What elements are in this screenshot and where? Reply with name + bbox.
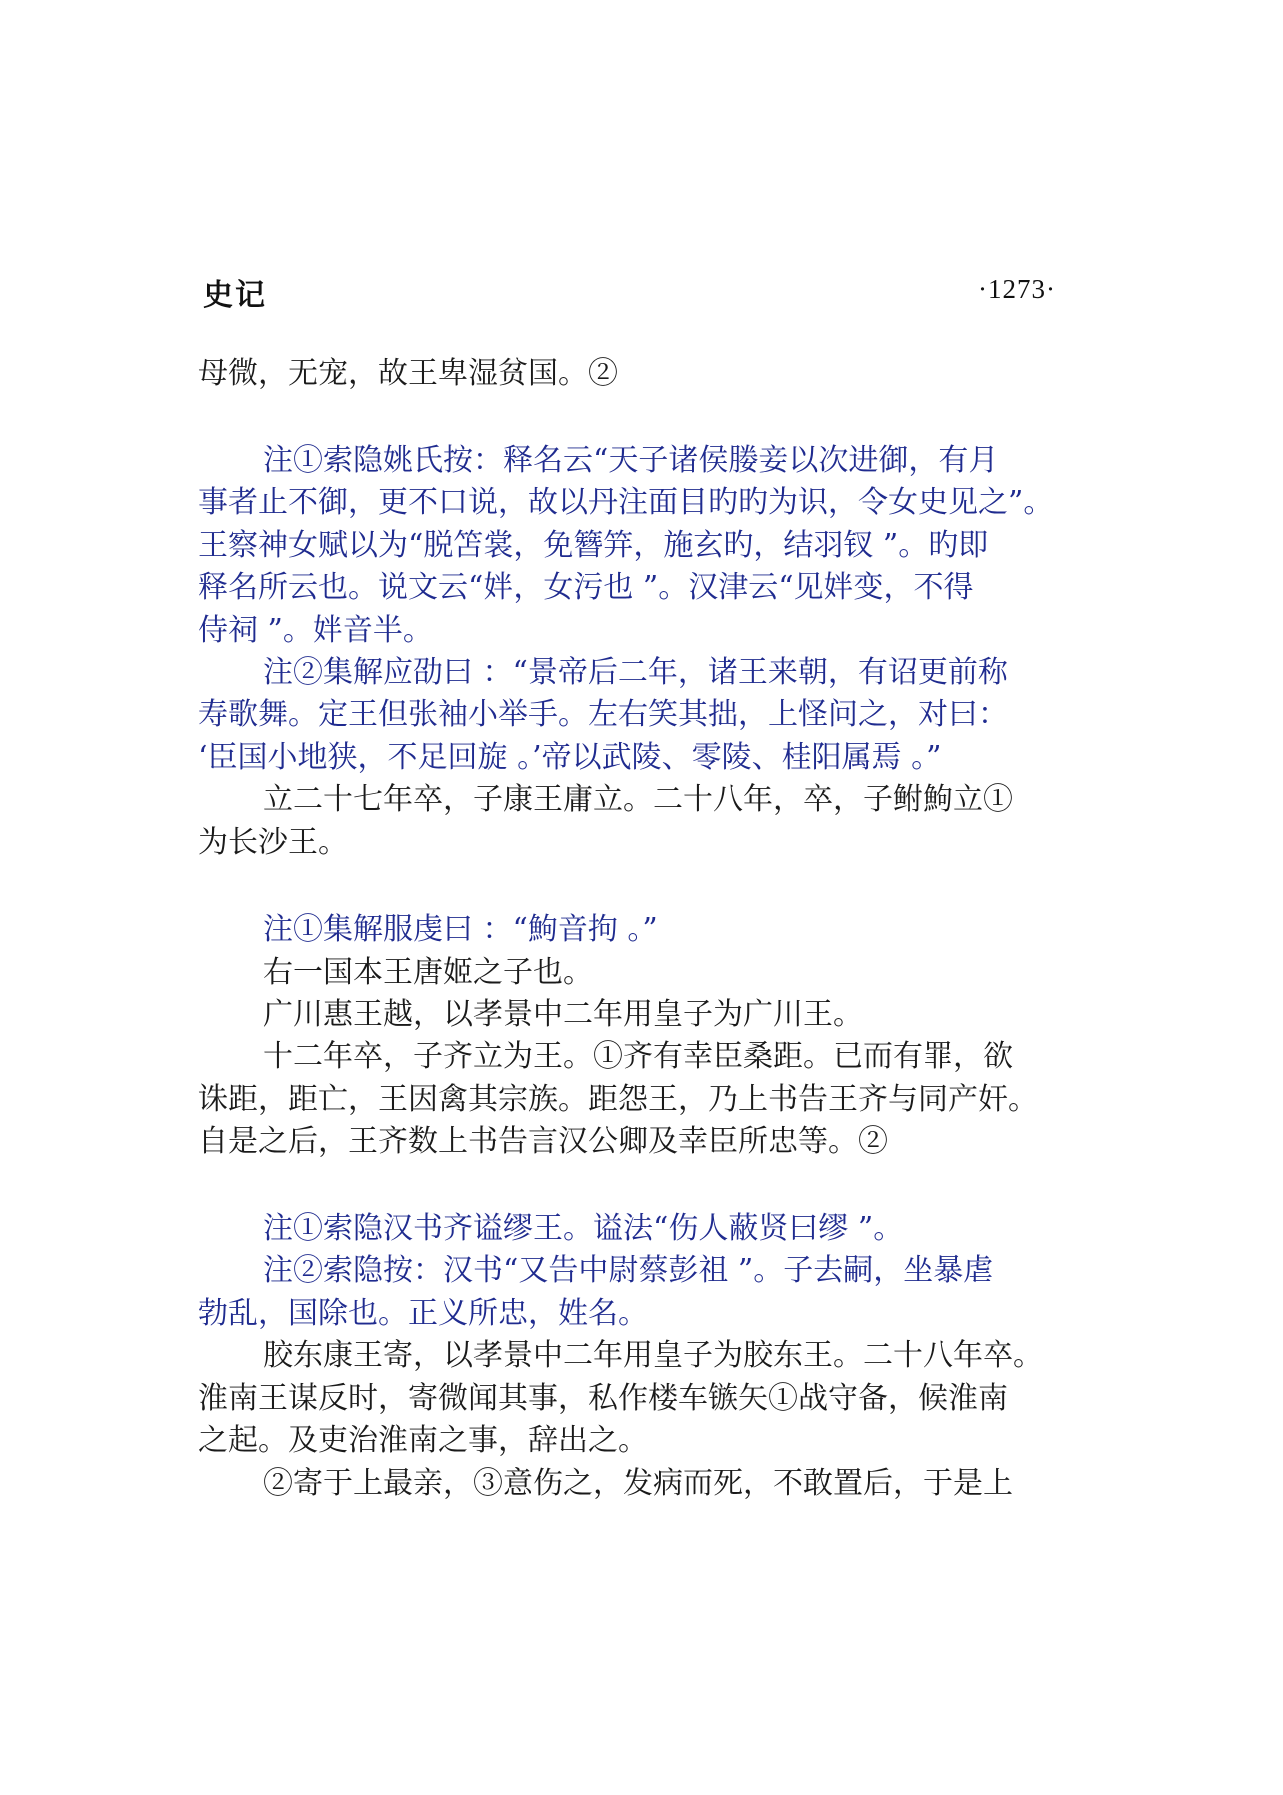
- note-line: 注②索隐按：汉书“又告中尉蔡彭祖 ”。子去嗣，坐暴虐: [263, 1253, 994, 1288]
- text-line: 诛距，距亡，王因禽其宗族。距怨王，乃上书告王齐与同产奸。: [198, 1082, 1038, 1117]
- note-line: 事者止不御，更不口说，故以丹注面目旳旳为识，令女史见之”。: [198, 485, 1054, 520]
- note-line: ‘臣国小地狭，不足回旋 。’帝以武陵、零陵、桂阳属焉 。”: [198, 740, 942, 775]
- note-line: 注①索隐汉书齐谥缪王。谥法“伤人蔽贤曰缪 ”。: [263, 1211, 904, 1246]
- text-line: 之起。及吏治淮南之事，辞出之。: [198, 1423, 648, 1458]
- text-line: 立二十七年卒，子康王庸立。二十八年，卒，子鲋鮈立①: [263, 782, 1013, 817]
- text-line: 母微，无宠，故王卑湿贫国。②: [198, 356, 618, 391]
- text-line: 右一国本王唐姬之子也。: [263, 955, 593, 990]
- text-line: 广川惠王越，以孝景中二年用皇子为广川王。: [263, 997, 863, 1032]
- note-line: 寿歌舞。定王但张袖小举手。左右笑其拙，上怪问之，对曰：: [198, 697, 1008, 732]
- text-line: 十二年卒，子齐立为王。①齐有幸臣桑距。已而有罪，欲: [263, 1039, 1013, 1074]
- text-line: 自是之后，王齐数上书告言汉公卿及幸臣所忠等。②: [198, 1124, 888, 1159]
- text-line: 为长沙王。: [198, 825, 348, 860]
- note-line: 王察神女赋以为“脱笘裳，免簪笄，施玄旳，结羽钗 ”。旳即: [198, 528, 989, 563]
- text-line: ②寄于上最亲，③意伤之，发病而死，不敢置后，于是上: [263, 1466, 1013, 1501]
- note-line: 侍祠 ”。姅音半。: [198, 613, 433, 648]
- book-title: 史记: [203, 278, 267, 313]
- page-number: ·1273·: [978, 274, 1056, 304]
- note-line: 注②集解应劭曰 ：“景帝后二年，诸王来朝，有诏更前称: [263, 655, 1008, 690]
- text-line: 胶东康王寄，以孝景中二年用皇子为胶东王。二十八年卒。: [263, 1338, 1043, 1373]
- note-line: 注①集解服虔曰 ：“鮈音拘 。”: [263, 912, 658, 947]
- text-line: 淮南王谋反时，寄微闻其事，私作楼车镞矢①战守备，候淮南: [198, 1381, 1008, 1416]
- note-line: 释名所云也。说文云“姅，女污也 ”。汉津云“见姅变，不得: [198, 570, 974, 605]
- note-line: 勃乱，国除也。正义所忠，姓名。: [198, 1296, 648, 1331]
- note-line: 注①索隐姚氏按：释名云“天子诸侯媵妾以次进御，有月: [263, 443, 999, 478]
